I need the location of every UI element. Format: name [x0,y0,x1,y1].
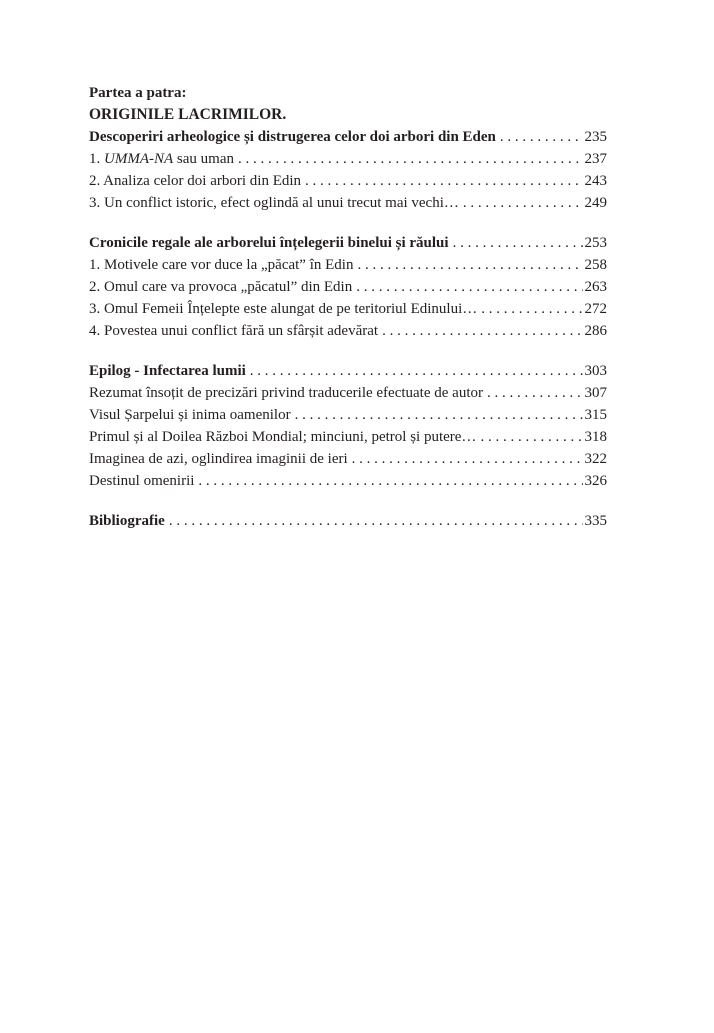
leader-dots [487,382,583,404]
toc-entry-label: Destinul omenirii [89,473,195,489]
toc-entry [89,448,607,470]
toc-entry [89,170,607,192]
toc-entry [89,360,607,382]
leader-dots [198,470,582,492]
toc-entry-page: 315 [584,407,607,423]
toc-entry [89,298,607,320]
leader-dots [357,254,582,276]
table-of-contents [89,83,607,532]
section-gap [89,342,607,360]
leader-dots [238,148,583,170]
toc-entry-page: 263 [584,279,607,295]
section-gap [89,492,607,510]
leader-dots [295,404,583,426]
leader-dots [352,448,583,470]
leader-dots [500,126,583,148]
toc-entry-label: Primul și al Doilea Război Mondial; minciuni, petrol și putere… [89,429,477,445]
toc-entry-page: 286 [584,323,607,339]
toc-entry-page: 272 [584,301,607,317]
toc-entry-label: Epilog - Infectarea lumii [89,363,246,379]
leader-dots [250,360,583,382]
toc-entry-label: Imaginea de azi, oglindirea imaginii de ieri [89,451,348,467]
toc-entry-page: 307 [584,385,607,401]
toc-entry-page: 258 [584,257,607,273]
label-italic: UMMA-NA [104,151,174,167]
toc-entry-label: 1. Motivele care vor duce la „păcat” în Edin [89,257,354,273]
toc-entry-label: Visul Șarpelui și inima oamenilor [89,407,291,423]
toc-entry [89,126,607,148]
toc-entry-label: 3. Un conflict istoric, efect oglindă al unui trecut mai vechi… [89,195,459,211]
toc-entry [89,192,607,214]
toc-entry [89,404,607,426]
label-suffix: sau uman [173,151,234,167]
toc-entry [89,232,607,254]
part-heading: Partea a patra: [89,85,187,101]
toc-entry-label: 2. Analiza celor doi arbori din Edin [89,173,302,189]
toc-entry-label [89,148,234,170]
toc-entry-page: 235 [584,129,607,145]
leader-dots [382,320,582,342]
toc-entry-page: 237 [584,151,607,167]
toc-entry-page: 243 [584,173,607,189]
toc-entry-label: 2. Omul care va provoca „păcatul” din Edin [89,279,353,295]
toc-entry-page: 335 [584,513,607,529]
toc-entry-label: 3. Omul Femeii Înțelepte este alungat de pe teritoriul Edinului… [89,301,478,317]
toc-entry [89,510,607,532]
toc-entry-page: 326 [584,473,607,489]
toc-entry-label: Bibliografie [89,513,165,529]
toc-entry [89,382,607,404]
toc-entry [89,148,607,170]
toc-entry-page: 303 [584,363,607,379]
toc-entry-page: 318 [584,429,607,445]
section-gap [89,214,607,232]
leader-dots [453,232,583,254]
toc-entry [89,426,607,448]
toc-entry-page: 249 [584,195,607,211]
toc-entry-label: Descoperiri arheologice și distrugerea celor doi arbori din Eden [89,129,496,145]
toc-entry-label: 4. Povestea unui conflict fără un sfârșit adevărat [89,323,379,339]
leader-dots [169,510,583,532]
toc-entry [89,254,607,276]
toc-entry [89,320,607,342]
toc-entry-label: Cronicile regale ale arborelui înțelegerii binelui și răului [89,235,449,251]
leader-dots [356,276,582,298]
toc-entry [89,276,607,298]
part-title: ORIGINILE LACRIMILOR. [89,106,287,123]
toc-entry [89,470,607,492]
leader-dots [305,170,582,192]
leader-dots [481,298,582,320]
label-prefix: 1. [89,151,104,167]
toc-entry-page: 322 [584,451,607,467]
leader-dots [480,426,582,448]
leader-dots [463,192,583,214]
toc-entry-label: Rezumat însoțit de precizări privind traducerile efectuate de autor [89,385,483,401]
toc-entry-page: 253 [584,235,607,251]
